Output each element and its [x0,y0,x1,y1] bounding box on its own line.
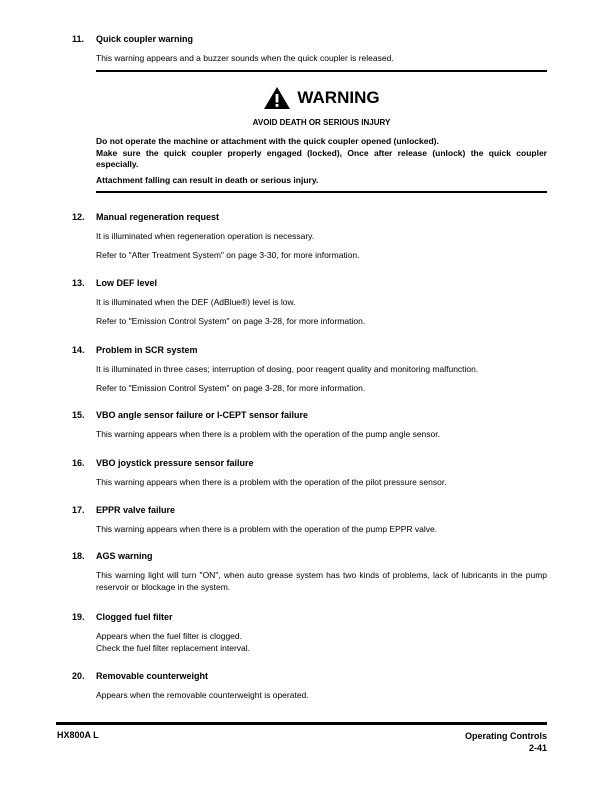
item-number: 20. [72,671,85,681]
item-number: 18. [72,551,85,561]
warning-body [96,136,547,186]
item-text: Refer to "Emission Control System" on page 3-28, for more information. [96,383,366,393]
warning-box [96,70,547,194]
item-title: Quick coupler warning [96,34,194,44]
warning-triangle-icon [263,86,291,110]
item-text: Appears when the fuel filter is clogged. [96,631,243,641]
item-title: Manual regeneration request [96,212,220,222]
footer-section: Operating Controls [464,731,547,741]
item-title: Low DEF level [96,278,158,288]
warning-text: Make sure the quick coupler properly engaged (locked), Once after release (unlock) the quick coupler especially. [96,147,547,169]
item-title: Removable counterweight [96,671,209,681]
item-text: Refer to "After Treatment System" on page 3-30, for more information. [96,250,360,260]
footer-rule [56,722,547,725]
item-number: 14. [72,345,85,355]
item-text: Check the fuel filter replacement interval. [96,643,251,653]
item-title: Clogged fuel filter [96,612,173,622]
item-text: This warning appears when there is a problem with the operation of the pump angle sensor. [96,429,440,439]
item-number: 13. [72,278,85,288]
item-text: It is illuminated when regeneration operation is necessary. [96,231,315,241]
item-number: 19. [72,612,85,622]
warning-text: Do not operate the machine or attachment with the quick coupler opened (unlocked). [96,136,439,146]
item-number: 17. [72,505,85,515]
warning-header [96,86,547,110]
warning-subtitle: AVOID DEATH OR SERIOUS INJURY [252,118,391,127]
item-text: It is illuminated when the DEF (AdBlue®) level is low. [96,297,296,307]
item-text: This warning appears when there is a problem with the operation of the pump EPPR valve. [96,524,438,534]
item-title: AGS warning [96,551,153,561]
item-text: This warning appears and a buzzer sounds when the quick coupler is released. [96,53,394,63]
warning-text: Attachment falling can result in death or serious injury. [96,174,319,185]
item-title: VBO angle sensor failure or I-CEPT sensor failure [96,410,309,420]
item-title: EPPR valve failure [96,505,176,515]
item-text: Refer to "Emission Control System" on page 3-28, for more information. [96,316,366,326]
footer-model: HX800A L [57,730,99,740]
item-title: VBO joystick pressure sensor failure [96,458,254,468]
item-number: 11. [72,34,85,44]
item-number: 15. [72,410,85,420]
warning-title: WARNING [297,88,380,107]
item-text: This warning light will turn "ON", when auto grease system has two kinds of problems, lack of lubricants in the pump reservoir or blockage in the system. [96,570,547,592]
item-text: This warning appears when there is a problem with the operation of the pilot pressure sensor. [96,477,447,487]
item-title: Problem in SCR system [96,345,198,355]
item-number: 16. [72,458,85,468]
footer-page-number: 2-41 [528,743,547,753]
item-text: Appears when the removable counterweight is operated. [96,690,309,700]
warning-top-rule [96,70,547,72]
footer-section-page [465,730,547,754]
item-text: It is illuminated in three cases; interruption of dosing, poor reagent quality and monitoring malfunction. [96,364,479,374]
warning-bottom-rule [96,191,547,193]
item-number: 12. [72,212,85,222]
